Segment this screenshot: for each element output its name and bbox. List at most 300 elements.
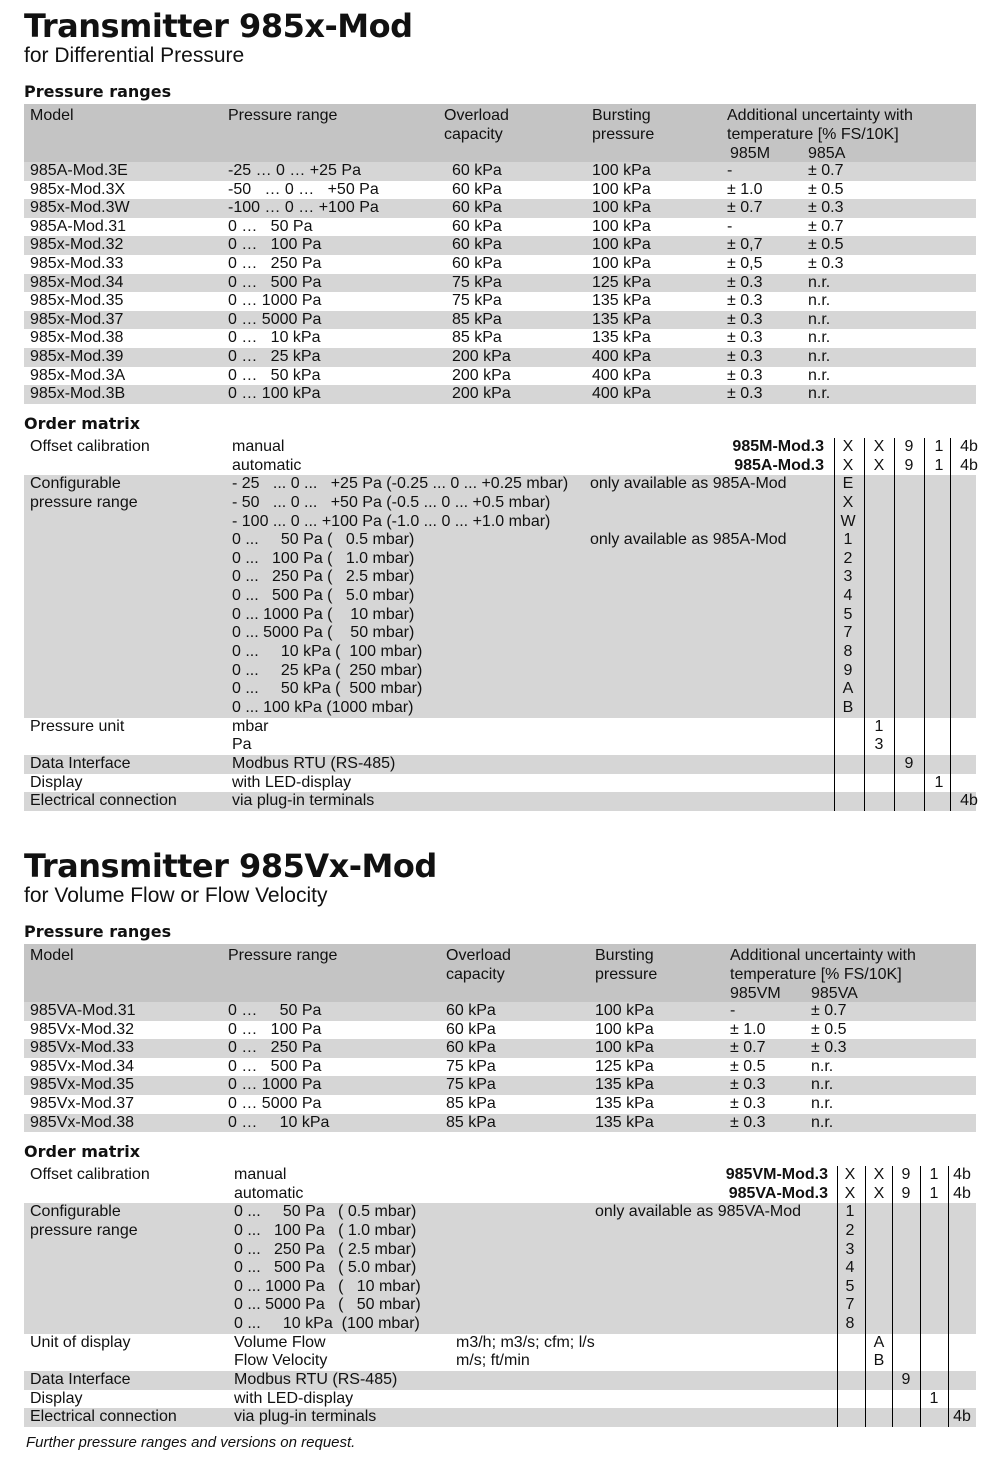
table-row [24, 1114, 976, 1133]
matrix-column-divider [892, 1166, 893, 1427]
matrix-option: automatic [232, 456, 302, 474]
cell-uncertainty-m: ± 0.3 [730, 1113, 766, 1131]
table-body [24, 1002, 976, 1132]
matrix-option: Modbus RTU (RS-485) [234, 1371, 398, 1389]
cell-bursting: 100 kPa [592, 254, 651, 272]
order-code: X [842, 456, 854, 474]
cell-model: 985x-Mod.32 [30, 236, 124, 254]
order-code: 2 [845, 1221, 855, 1239]
table-row [24, 181, 976, 200]
matrix-option: Modbus RTU (RS-485) [232, 754, 396, 772]
matrix-line [24, 1352, 976, 1371]
cell-uncertainty-m: - [727, 162, 733, 179]
pressure-ranges-heading: Pressure ranges [24, 82, 172, 101]
cell-bursting: 100 kPa [595, 1039, 654, 1057]
matrix-column-divider [894, 438, 895, 811]
order-code: 1 [845, 1203, 855, 1221]
cell-pressure-range: -100 … 0 … +100 Pa [228, 199, 379, 217]
table-row [24, 348, 976, 367]
matrix-line [24, 1371, 976, 1390]
cell-uncertainty-a: ± 0.7 [808, 217, 844, 235]
matrix-option: 0 ... 10 kPa (100 mbar) [234, 1315, 420, 1333]
cell-uncertainty-a: ± 0.5 [808, 180, 844, 198]
header-bursting: Bursting pressure [595, 947, 658, 983]
matrix-model-code: 985M-Mod.3 [732, 438, 824, 455]
cell-overload: 60 kPa [452, 236, 502, 254]
matrix-group [24, 1166, 976, 1203]
header-additional-uncertainty: Additional uncertainty with temperature [% FS/10K] [727, 107, 913, 143]
cell-pressure-range: 0 … 5000 Pa [228, 310, 322, 328]
table-header [24, 944, 976, 1002]
order-code: W [840, 512, 856, 530]
matrix-option: 0 ... 100 Pa ( 1.0 mbar) [232, 549, 415, 567]
cell-model: 985x-Mod.3X [30, 180, 126, 198]
table-row [24, 1039, 976, 1058]
cell-uncertainty-m: - [727, 217, 733, 235]
cell-uncertainty-m: ± 0,5 [727, 254, 763, 272]
header-overload: Overload capacity [444, 107, 509, 143]
table-row [24, 162, 976, 181]
table-row [24, 218, 976, 237]
cell-pressure-range: 0 … 10 kPa [228, 329, 321, 347]
cell-model: 985x-Mod.37 [30, 310, 124, 328]
matrix-group [24, 1390, 976, 1409]
order-code: X [873, 1184, 885, 1202]
cell-pressure-range: 0 … 250 Pa [228, 254, 322, 272]
cell-bursting: 100 kPa [592, 236, 651, 254]
header-sub-m: 985VM [730, 985, 781, 1002]
matrix-option: 0 ... 1000 Pa ( 10 mbar) [234, 1277, 421, 1295]
matrix-group-label: Pressure unit [30, 717, 125, 735]
section-title: Transmitter 985Vx-Mod [24, 847, 437, 885]
matrix-column-divider [864, 438, 865, 811]
order-code: 9 [904, 456, 914, 474]
cell-uncertainty-a: n.r. [808, 310, 831, 328]
table-row [24, 311, 976, 330]
cell-bursting: 100 kPa [592, 162, 651, 179]
matrix-option: 0 ... 50 Pa ( 0.5 mbar) [234, 1203, 417, 1221]
cell-pressure-range: 0 … 100 Pa [228, 1020, 322, 1038]
matrix-line [24, 1185, 976, 1204]
table-row [24, 367, 976, 386]
cell-pressure-range: 0 … 50 kPa [228, 366, 321, 384]
section-subtitle: for Volume Flow or Flow Velocity [24, 884, 328, 907]
matrix-option: - 100 ... 0 ... +100 Pa (-1.0 ... 0 ... +1.0 mbar) [232, 512, 551, 530]
table-row [24, 1021, 976, 1040]
order-code: 4 [843, 587, 853, 605]
order-code: X [844, 1166, 856, 1183]
header-sub-a: 985VA [811, 985, 858, 1002]
matrix-group-label: Data Interface [30, 754, 131, 772]
cell-uncertainty-m: ± 1.0 [730, 1020, 766, 1038]
cell-overload: 75 kPa [446, 1057, 496, 1075]
order-code: 4 [845, 1259, 855, 1277]
cell-overload: 200 kPa [452, 385, 511, 403]
section-subtitle: for Differential Pressure [24, 44, 245, 67]
matrix-group [24, 1408, 976, 1427]
order-code: 1 [843, 531, 853, 549]
matrix-option: mbar [232, 717, 269, 735]
cell-model: 985A-Mod.3E [30, 162, 128, 179]
matrix-option: with LED-display [232, 773, 352, 791]
order-code: 1 [929, 1184, 939, 1202]
cell-overload: 200 kPa [452, 347, 511, 365]
order-matrix [24, 1166, 976, 1427]
pressure-ranges-heading: Pressure ranges [24, 922, 172, 941]
matrix-line [24, 1278, 976, 1297]
cell-bursting: 100 kPa [592, 217, 651, 235]
matrix-line [24, 1241, 976, 1260]
cell-pressure-range: 0 … 100 Pa [228, 236, 322, 254]
matrix-group [24, 1334, 976, 1371]
cell-uncertainty-m: ± 0.3 [727, 385, 763, 403]
matrix-group [24, 1203, 976, 1333]
cell-overload: 75 kPa [446, 1076, 496, 1094]
order-code: B [842, 698, 854, 716]
cell-uncertainty-m: ± 0.7 [727, 199, 763, 217]
matrix-group [24, 1371, 976, 1390]
cell-overload: 60 kPa [452, 180, 502, 198]
cell-uncertainty-m: ± 0.3 [727, 329, 763, 347]
matrix-group-label: Offset calibration [30, 438, 150, 455]
matrix-option: with LED-display [234, 1389, 354, 1407]
matrix-option: manual [232, 438, 285, 455]
cell-overload: 60 kPa [452, 199, 502, 217]
cell-overload: 60 kPa [446, 1020, 496, 1038]
matrix-group-label: Electrical connection [30, 792, 177, 810]
matrix-option: 0 ... 10 kPa ( 100 mbar) [232, 643, 423, 661]
cell-model: 985Vx-Mod.34 [30, 1057, 135, 1075]
cell-overload: 85 kPa [446, 1113, 496, 1131]
cell-uncertainty-m: ± 0,7 [727, 236, 763, 254]
matrix-option: - 50 ... 0 ... +50 Pa (-0.5 ... 0 ... +0.5 mbar) [232, 493, 551, 511]
cell-uncertainty-m: ± 0.3 [730, 1094, 766, 1112]
matrix-column-divider [920, 1166, 921, 1427]
order-code: 1 [934, 773, 944, 791]
cell-uncertainty-a: n.r. [811, 1076, 834, 1094]
matrix-line [24, 1315, 976, 1334]
matrix-column-divider [948, 1166, 949, 1427]
section-title: Transmitter 985x-Mod [24, 7, 413, 45]
matrix-line [24, 1334, 976, 1353]
matrix-option: Volume Flow [234, 1333, 326, 1351]
cell-uncertainty-m: ± 0.3 [727, 347, 763, 365]
order-code: 7 [845, 1296, 855, 1314]
order-code: 9 [843, 661, 853, 679]
matrix-option: automatic [234, 1184, 304, 1202]
table-row [24, 255, 976, 274]
cell-model: 985A-Mod.31 [30, 217, 127, 235]
order-code: 4b [960, 438, 978, 455]
table-row [24, 236, 976, 255]
cell-overload: 60 kPa [446, 1002, 496, 1019]
cell-bursting: 400 kPa [592, 385, 651, 403]
cell-uncertainty-a: n.r. [811, 1113, 834, 1131]
cell-bursting: 135 kPa [595, 1094, 654, 1112]
cell-pressure-range: 0 … 100 kPa [228, 385, 321, 403]
matrix-option: 0 ... 5000 Pa ( 50 mbar) [232, 624, 415, 642]
cell-overload: 75 kPa [452, 292, 502, 310]
order-code: 7 [843, 624, 853, 642]
section-985x-mod [24, 8, 976, 818]
cell-bursting: 100 kPa [592, 180, 651, 198]
matrix-column-divider [924, 438, 925, 811]
cell-bursting: 400 kPa [592, 347, 651, 365]
cell-pressure-range: 0 … 50 Pa [228, 217, 313, 235]
table-row [24, 199, 976, 218]
matrix-option: 0 ... 100 Pa ( 1.0 mbar) [234, 1221, 417, 1239]
matrix-note: only available as 985A-Mod [590, 531, 787, 549]
order-code: 1 [934, 456, 944, 474]
cell-overload: 60 kPa [452, 217, 502, 235]
cell-uncertainty-m: ± 0.5 [730, 1057, 766, 1075]
cell-uncertainty-m: ± 0.3 [727, 292, 763, 310]
header-bursting: Bursting pressure [592, 107, 655, 143]
cell-uncertainty-a: n.r. [811, 1094, 834, 1112]
header-additional-uncertainty: Additional uncertainty with temperature [% FS/10K] [730, 947, 916, 983]
matrix-note: m/s; ft/min [456, 1352, 530, 1370]
cell-model: 985x-Mod.3B [30, 385, 126, 403]
cell-uncertainty-m: ± 0.3 [727, 310, 763, 328]
cell-pressure-range: 0 … 500 Pa [228, 273, 322, 291]
cell-model: 985Vx-Mod.35 [30, 1076, 135, 1094]
cell-overload: 60 kPa [452, 254, 502, 272]
cell-uncertainty-a: ± 0.7 [808, 162, 844, 179]
matrix-model-code: 985A-Mod.3 [734, 456, 824, 474]
cell-uncertainty-a: ± 0.5 [808, 236, 844, 254]
matrix-group-label: Display [30, 1389, 83, 1407]
order-code: E [842, 475, 854, 493]
cell-overload: 60 kPa [452, 162, 502, 179]
matrix-group-label: pressure range [30, 1221, 138, 1239]
table-row [24, 1076, 976, 1095]
header-model: Model [30, 947, 74, 964]
pressure-ranges-table [24, 104, 976, 404]
order-code: X [842, 438, 854, 455]
order-matrix [24, 438, 976, 811]
header-sub-a: 985A [808, 145, 846, 162]
table-row [24, 385, 976, 404]
cell-uncertainty-m: ± 0.3 [730, 1076, 766, 1094]
matrix-option: 0 ... 5000 Pa ( 50 mbar) [234, 1296, 421, 1314]
cell-model: 985x-Mod.35 [30, 292, 124, 310]
pressure-ranges-table [24, 944, 976, 1132]
cell-pressure-range: 0 … 1000 Pa [228, 1076, 322, 1094]
matrix-group-label: Data Interface [30, 1371, 131, 1389]
matrix-note: only available as 985A-Mod [590, 475, 787, 493]
order-code: 4b [953, 1166, 971, 1183]
cell-overload: 85 kPa [452, 310, 502, 328]
cell-uncertainty-a: ± 0.3 [808, 254, 844, 272]
cell-uncertainty-m: ± 0.3 [727, 273, 763, 291]
order-code: 4b [953, 1408, 971, 1426]
order-code: 1 [929, 1166, 939, 1183]
matrix-group-label: Offset calibration [30, 1166, 150, 1183]
table-row [24, 1058, 976, 1077]
order-code: B [873, 1352, 885, 1370]
matrix-model-code: 985VA-Mod.3 [728, 1184, 828, 1202]
matrix-option: 0 ... 1000 Pa ( 10 mbar) [232, 605, 415, 623]
cell-bursting: 100 kPa [595, 1002, 654, 1019]
order-code: 5 [843, 605, 853, 623]
cell-uncertainty-m: - [730, 1002, 736, 1019]
matrix-note: m3/h; m3/s; cfm; l/s [456, 1333, 595, 1351]
table-row [24, 274, 976, 293]
cell-uncertainty-a: n.r. [808, 385, 831, 403]
order-code: 3 [874, 736, 884, 754]
matrix-note: only available as 985VA-Mod [595, 1203, 802, 1221]
cell-uncertainty-a: n.r. [811, 1057, 834, 1075]
matrix-option: Pa [232, 736, 252, 754]
order-code: X [873, 456, 885, 474]
cell-pressure-range: 0 … 10 kPa [228, 1113, 330, 1131]
header-pressure-range: Pressure range [228, 947, 338, 964]
matrix-option: - 25 ... 0 ... +25 Pa (-0.25 ... 0 ... +0.25 mbar) [232, 475, 569, 493]
cell-bursting: 125 kPa [595, 1057, 654, 1075]
order-code: 8 [845, 1315, 855, 1333]
cell-bursting: 135 kPa [592, 310, 651, 328]
order-code: X [842, 493, 854, 511]
matrix-line [24, 1390, 976, 1409]
order-code: X [873, 438, 885, 455]
cell-model: 985x-Mod.39 [30, 347, 124, 365]
matrix-option: 0 ... 250 Pa ( 2.5 mbar) [234, 1240, 417, 1258]
matrix-line [24, 1408, 976, 1427]
matrix-option: 0 ... 50 kPa ( 500 mbar) [232, 680, 423, 698]
cell-bursting: 135 kPa [592, 292, 651, 310]
table-row [24, 1002, 976, 1021]
matrix-column-divider [837, 1166, 838, 1427]
cell-uncertainty-a: ± 0.7 [811, 1002, 847, 1019]
order-code: X [873, 1166, 885, 1183]
order-code: 9 [904, 754, 914, 772]
order-code: 9 [901, 1184, 911, 1202]
table-row [24, 1095, 976, 1114]
matrix-group-label: Electrical connection [30, 1408, 177, 1426]
cell-model: 985x-Mod.34 [30, 273, 124, 291]
order-code: 9 [901, 1166, 911, 1183]
order-matrix-heading: Order matrix [24, 1142, 141, 1161]
cell-uncertainty-m: ± 0.7 [730, 1039, 766, 1057]
cell-model: 985x-Mod.3W [30, 199, 130, 217]
cell-model: 985Vx-Mod.38 [30, 1113, 135, 1131]
cell-uncertainty-m: ± 0.3 [727, 366, 763, 384]
cell-uncertainty-a: ± 0.3 [811, 1039, 847, 1057]
matrix-option: 0 ... 250 Pa ( 2.5 mbar) [232, 568, 415, 586]
matrix-option: 0 ... 50 Pa ( 0.5 mbar) [232, 531, 415, 549]
cell-model: 985x-Mod.38 [30, 329, 124, 347]
cell-bursting: 400 kPa [592, 366, 651, 384]
cell-overload: 200 kPa [452, 366, 511, 384]
matrix-option: 0 ... 25 kPa ( 250 mbar) [232, 661, 423, 679]
matrix-line [24, 1222, 976, 1241]
cell-bursting: 135 kPa [595, 1076, 654, 1094]
cell-bursting: 135 kPa [592, 329, 651, 347]
order-code: 4b [960, 792, 978, 810]
cell-pressure-range: -25 … 0 … +25 Pa [228, 162, 361, 179]
cell-model: 985VA-Mod.31 [30, 1002, 136, 1019]
matrix-option: 0 ... 100 kPa (1000 mbar) [232, 698, 414, 716]
order-code: 3 [845, 1240, 855, 1258]
matrix-option: via plug-in terminals [234, 1408, 377, 1426]
cell-pressure-range: 0 … 250 Pa [228, 1039, 322, 1057]
cell-pressure-range: 0 … 1000 Pa [228, 292, 322, 310]
cell-pressure-range: 0 … 5000 Pa [228, 1094, 322, 1112]
cell-uncertainty-a: n.r. [808, 292, 831, 310]
cell-overload: 60 kPa [446, 1039, 496, 1057]
order-code: A [842, 680, 854, 698]
table-row [24, 292, 976, 311]
order-code: 1 [934, 438, 944, 455]
cell-model: 985Vx-Mod.33 [30, 1039, 135, 1057]
cell-bursting: 100 kPa [595, 1020, 654, 1038]
cell-pressure-range: -50 … 0 … +50 Pa [228, 180, 379, 198]
order-code: 1 [874, 717, 884, 735]
cell-model: 985Vx-Mod.32 [30, 1020, 135, 1038]
table-body [24, 162, 976, 404]
order-code: A [873, 1333, 885, 1351]
matrix-column-divider [950, 438, 951, 811]
matrix-group-label: pressure range [30, 493, 138, 511]
table-row [24, 329, 976, 348]
matrix-column-divider [834, 438, 835, 811]
footnote: Further pressure ranges and versions on request. [26, 1434, 356, 1451]
matrix-option: Flow Velocity [234, 1352, 328, 1370]
cell-overload: 75 kPa [452, 273, 502, 291]
order-code: 9 [901, 1371, 911, 1389]
matrix-group-label: Unit of display [30, 1333, 131, 1351]
order-code: 2 [843, 549, 853, 567]
matrix-group-label: Configurable [30, 1203, 121, 1221]
cell-uncertainty-a: n.r. [808, 329, 831, 347]
matrix-line [24, 1203, 976, 1222]
matrix-line [24, 1259, 976, 1278]
cell-uncertainty-a: ± 0.3 [808, 199, 844, 217]
section-985vx-mod [24, 848, 976, 1428]
order-code: 4b [953, 1184, 971, 1202]
matrix-model-code: 985VM-Mod.3 [725, 1166, 828, 1183]
cell-uncertainty-a: n.r. [808, 273, 831, 291]
order-code: 1 [929, 1389, 939, 1407]
cell-bursting: 135 kPa [595, 1113, 654, 1131]
matrix-group-label: Display [30, 773, 83, 791]
cell-pressure-range: 0 … 500 Pa [228, 1057, 322, 1075]
cell-overload: 85 kPa [446, 1094, 496, 1112]
header-overload: Overload capacity [446, 947, 511, 983]
cell-pressure-range: 0 … 25 kPa [228, 347, 321, 365]
matrix-option: manual [234, 1166, 287, 1183]
matrix-line [24, 1166, 976, 1185]
matrix-column-divider [865, 1166, 866, 1427]
table-header [24, 104, 976, 162]
order-code: X [844, 1184, 856, 1202]
matrix-group-label: Configurable [30, 475, 121, 493]
cell-uncertainty-a: n.r. [808, 347, 831, 365]
matrix-option: via plug-in terminals [232, 792, 375, 810]
cell-bursting: 100 kPa [592, 199, 651, 217]
cell-uncertainty-a: ± 0.5 [811, 1020, 847, 1038]
cell-model: 985x-Mod.33 [30, 254, 124, 272]
order-code: 8 [843, 643, 853, 661]
order-matrix-heading: Order matrix [24, 414, 141, 433]
order-code: 3 [843, 568, 853, 586]
order-code: 5 [845, 1277, 855, 1295]
cell-model: 985x-Mod.3A [30, 366, 126, 384]
cell-uncertainty-m: ± 1.0 [727, 180, 763, 198]
header-sub-m: 985M [730, 145, 771, 162]
header-model: Model [30, 107, 74, 124]
cell-pressure-range: 0 … 50 Pa [228, 1002, 322, 1019]
